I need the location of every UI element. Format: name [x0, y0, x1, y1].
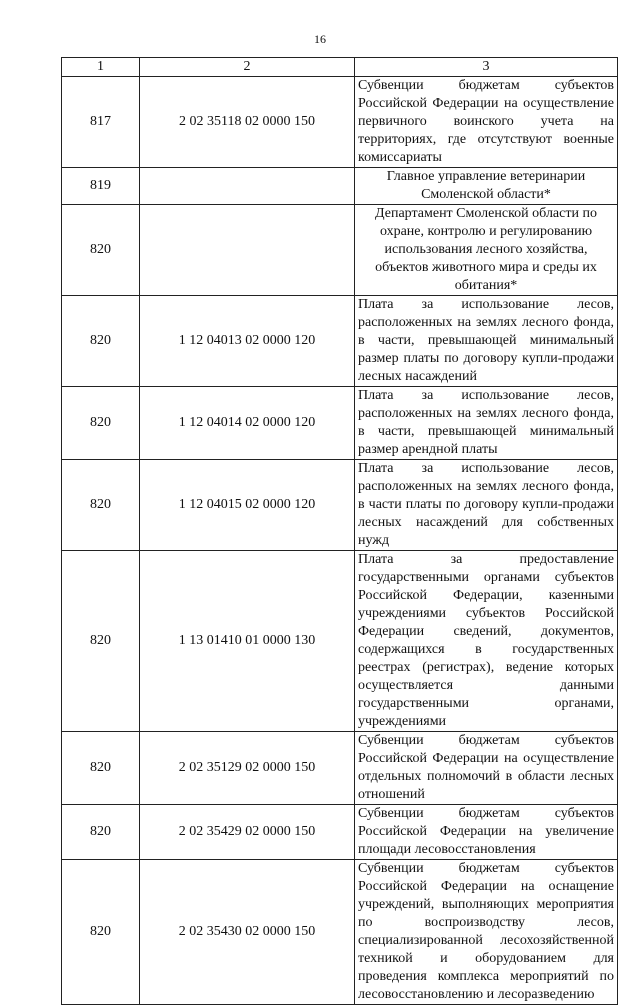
column-header-3: 3	[355, 58, 618, 77]
revenue-description-cell: Субвенции бюджетам субъектов Российской Федерации на увеличение площади лесовосстановления	[355, 805, 618, 860]
revenue-description-cell: Субвенции бюджетам субъектов Российской Федерации на осуществление первичного воинского учета на территориях, где отсутствуют военные комиссариаты	[355, 77, 618, 168]
admin-code-cell: 820	[62, 387, 140, 460]
budget-code-table	[61, 57, 618, 1005]
admin-code-cell: 819	[62, 168, 140, 205]
column-header-1: 1	[62, 58, 140, 77]
column-header-2: 2	[140, 58, 355, 77]
admin-code-cell: 820	[62, 805, 140, 860]
revenue-description-cell: Плата за использование лесов, расположенных на землях лесного фонда, в части, превышающей минимальный размер арендной платы	[355, 387, 618, 460]
admin-code-cell: 817	[62, 77, 140, 168]
page-number: 16	[314, 32, 326, 46]
budget-classification-code-cell: 1 12 04013 02 0000 120	[140, 296, 355, 387]
admin-code-cell: 820	[62, 860, 140, 1005]
admin-code-cell: 820	[62, 460, 140, 551]
table-row	[62, 805, 618, 860]
table-row	[62, 296, 618, 387]
budget-classification-code-cell	[140, 168, 355, 205]
revenue-description-cell: Плата за предоставление государственными органами субъектов Российской Федерации, казенными учреждениями субъектов Российской Федерации сведений, документов, содержащихся в государственных реестрах (регистрах), ведение которых осуществляется данными государственными органами, учреждениями	[355, 551, 618, 732]
revenue-description-cell: Субвенции бюджетам субъектов Российской Федерации на оснащение учреждений, выполняющих мероприятия по воспроизводству лесов, специализированной лесохозяйственной техникой и оборудованием для проведения комплекса мероприятий по лесовосстановлению и лесоразведению	[355, 860, 618, 1005]
table-row	[62, 77, 618, 168]
admin-code-cell: 820	[62, 551, 140, 732]
admin-code-cell: 820	[62, 732, 140, 805]
table-row	[62, 460, 618, 551]
table-row	[62, 732, 618, 805]
table-header-row	[62, 58, 618, 77]
budget-classification-code-cell: 1 12 04015 02 0000 120	[140, 460, 355, 551]
revenue-description-cell: Плата за использование лесов, расположенных на землях лесного фонда, в части, превышающей минимальный размер платы по договору купли-продажи лесных насаждений	[355, 296, 618, 387]
table-row	[62, 860, 618, 1005]
administrator-heading-cell: Департамент Смоленской области по охране, контролю и регулированию использования лесного хозяйства, объектов животного мира и среды их обитания*	[355, 205, 618, 296]
budget-classification-code-cell: 2 02 35429 02 0000 150	[140, 805, 355, 860]
admin-code-cell: 820	[62, 296, 140, 387]
revenue-description-cell: Плата за использование лесов, расположенных на землях лесного фонда, в части платы по договору купли-продажи лесных насаждений для собственных нужд	[355, 460, 618, 551]
table-row	[62, 387, 618, 460]
budget-classification-code-cell: 2 02 35430 02 0000 150	[140, 860, 355, 1005]
budget-classification-code-cell: 1 13 01410 01 0000 130	[140, 551, 355, 732]
table-row	[62, 551, 618, 732]
admin-code-cell: 820	[62, 205, 140, 296]
revenue-description-cell: Субвенции бюджетам субъектов Российской Федерации на осуществление отдельных полномочий в области лесных отношений	[355, 732, 618, 805]
table-row	[62, 168, 618, 205]
budget-classification-code-cell	[140, 205, 355, 296]
table-row	[62, 205, 618, 296]
administrator-heading-cell: Главное управление ветеринарии Смоленской области*	[355, 168, 618, 205]
budget-classification-code-cell: 1 12 04014 02 0000 120	[140, 387, 355, 460]
budget-classification-code-cell: 2 02 35118 02 0000 150	[140, 77, 355, 168]
budget-classification-code-cell: 2 02 35129 02 0000 150	[140, 732, 355, 805]
